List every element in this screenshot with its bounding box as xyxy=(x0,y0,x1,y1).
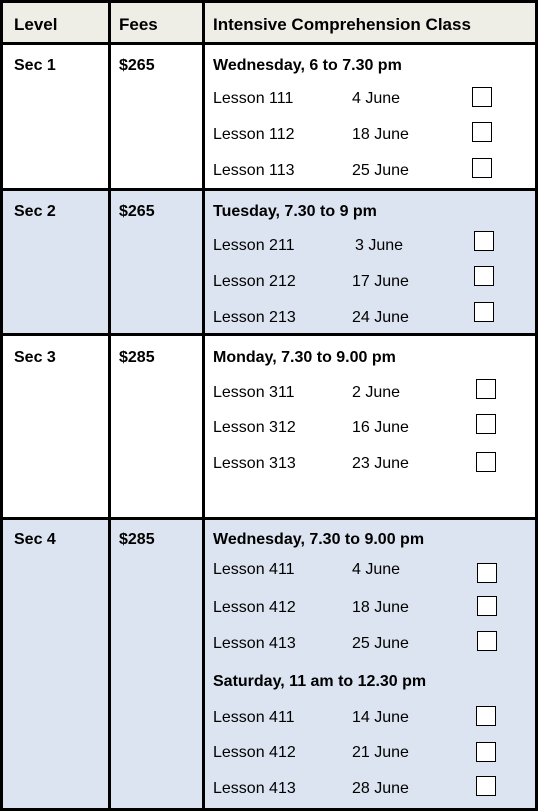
lesson-checkbox[interactable] xyxy=(472,122,492,142)
lesson-date: 25 June xyxy=(352,635,409,652)
header-divider xyxy=(0,42,538,45)
lesson-checkbox[interactable] xyxy=(472,158,492,178)
lesson-date: 21 June xyxy=(352,744,409,761)
lesson-name: Lesson 413 xyxy=(213,635,296,652)
lesson-date: 25 June xyxy=(352,162,409,179)
sec2-schedule: Tuesday, 7.30 to 9 pm xyxy=(213,203,377,220)
lesson-checkbox[interactable] xyxy=(476,414,496,434)
lesson-checkbox[interactable] xyxy=(476,742,496,762)
lesson-name: Lesson 311 xyxy=(213,384,295,401)
lesson-name: Lesson 212 xyxy=(213,273,296,290)
lesson-name: Lesson 111 xyxy=(213,90,294,107)
sec3-fee: $285 xyxy=(119,349,155,366)
lesson-checkbox[interactable] xyxy=(474,302,494,322)
lesson-name: Lesson 413 xyxy=(213,780,296,797)
row-divider-2 xyxy=(0,333,538,336)
lesson-checkbox[interactable] xyxy=(477,596,497,616)
sec3-level: Sec 3 xyxy=(14,349,56,366)
lesson-date: 23 June xyxy=(352,455,409,472)
sec2-fee: $265 xyxy=(119,203,155,220)
lesson-date: 3 June xyxy=(355,237,404,254)
lesson-checkbox[interactable] xyxy=(477,563,497,583)
class-header: Intensive Comprehension Class xyxy=(213,15,471,34)
lesson-date: 4 June xyxy=(352,561,401,578)
lesson-checkbox[interactable] xyxy=(476,452,496,472)
lesson-date: 24 June xyxy=(352,309,409,326)
lesson-checkbox[interactable] xyxy=(472,87,492,107)
lesson-checkbox[interactable] xyxy=(474,231,494,251)
lesson-date: 4 June xyxy=(352,90,401,107)
column-divider-1 xyxy=(108,0,111,811)
lesson-name: Lesson 412 xyxy=(213,599,296,616)
lesson-date: 14 June xyxy=(352,709,409,726)
row-divider-3 xyxy=(0,517,538,520)
level-header: Level xyxy=(14,15,58,34)
sec4-schedule-wednesday: Wednesday, 7.30 to 9.00 pm xyxy=(213,531,425,548)
lesson-name: Lesson 411 xyxy=(213,561,295,578)
lesson-checkbox[interactable] xyxy=(474,266,494,286)
lesson-name: Lesson 211 xyxy=(213,237,295,254)
lesson-date: 16 June xyxy=(352,419,409,436)
sec3-schedule: Monday, 7.30 to 9.00 pm xyxy=(213,349,396,366)
lesson-name: Lesson 113 xyxy=(213,162,295,179)
sec4-level: Sec 4 xyxy=(14,531,56,548)
fees-header: Fees xyxy=(119,15,158,34)
lesson-date: 17 June xyxy=(352,273,409,290)
lesson-name: Lesson 313 xyxy=(213,455,296,472)
lesson-name: Lesson 213 xyxy=(213,309,296,326)
sec2-level: Sec 2 xyxy=(14,203,56,220)
lesson-date: 18 June xyxy=(352,126,409,143)
sec4-fee: $285 xyxy=(119,531,155,548)
lesson-checkbox[interactable] xyxy=(476,379,496,399)
sec1-fee: $265 xyxy=(119,57,155,74)
sec1-schedule: Wednesday, 6 to 7.30 pm xyxy=(213,57,402,74)
lesson-date: 18 June xyxy=(352,599,409,616)
lesson-date: 2 June xyxy=(352,384,401,401)
lesson-checkbox[interactable] xyxy=(476,706,496,726)
lesson-date: 28 June xyxy=(352,780,409,797)
lesson-checkbox[interactable] xyxy=(477,631,497,651)
sec1-level: Sec 1 xyxy=(14,57,56,74)
row-divider-1 xyxy=(0,188,538,191)
lesson-name: Lesson 412 xyxy=(213,744,296,761)
lesson-checkbox[interactable] xyxy=(476,776,496,796)
column-divider-2 xyxy=(202,0,205,811)
lesson-name: Lesson 112 xyxy=(213,126,295,143)
lesson-name: Lesson 312 xyxy=(213,419,296,436)
lesson-name: Lesson 411 xyxy=(213,709,295,726)
sec4-schedule-saturday: Saturday, 11 am to 12.30 pm xyxy=(213,673,427,690)
